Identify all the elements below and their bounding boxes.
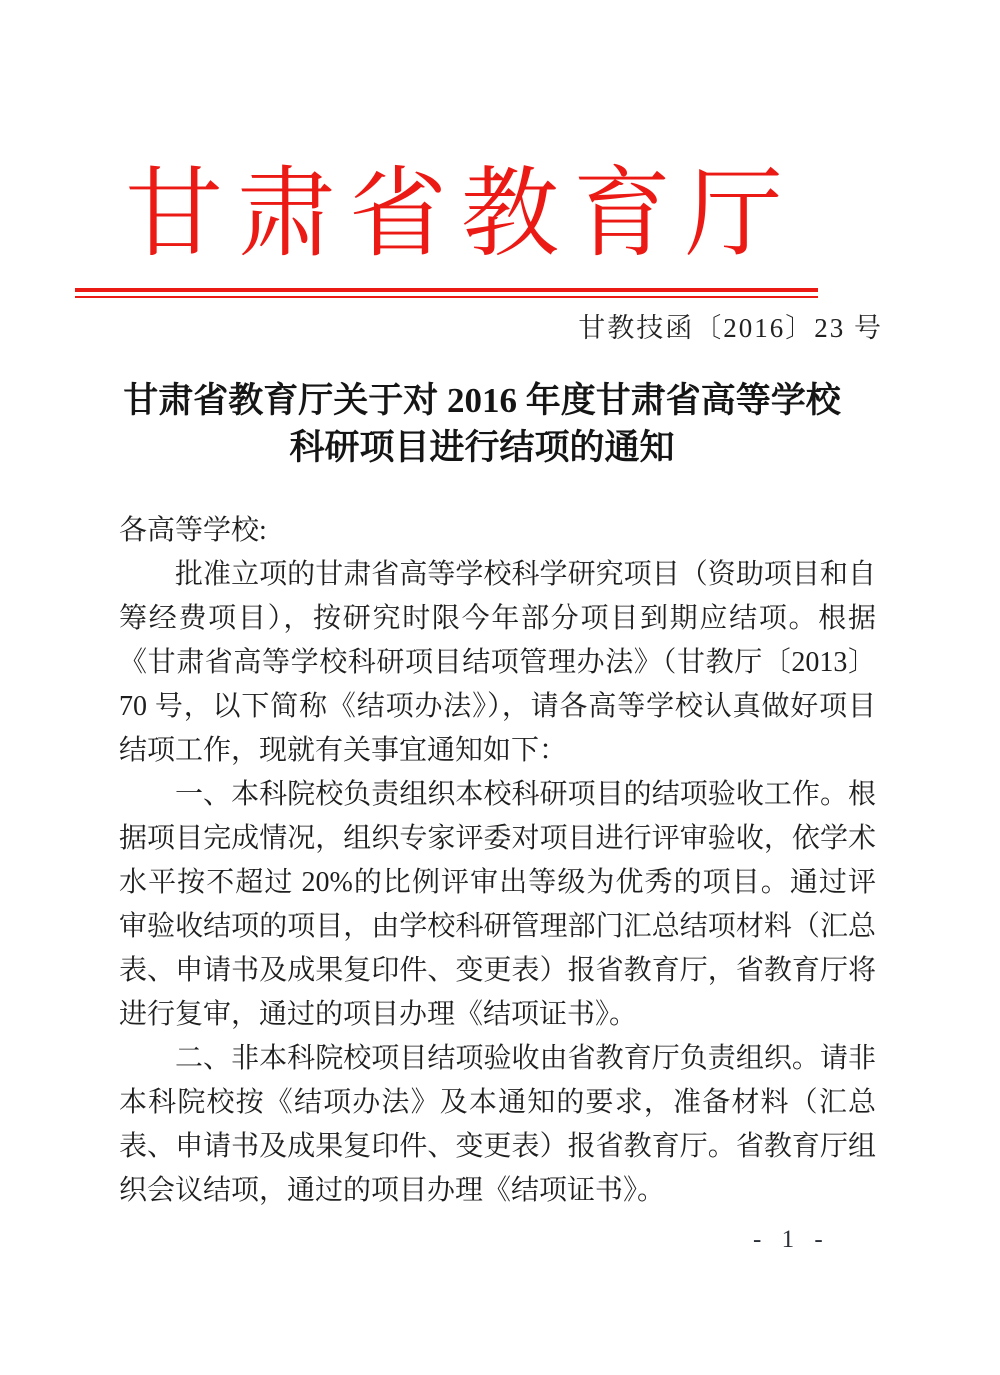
body-paragraph-intro: 批准立项的甘肃省高等学校科学研究项目（资助项目和自筹经费项目），按研究时限今年部分项目到期应结项。根据《甘肃省高等学校科研项目结项管理办法》（甘教厅〔2013〕70 号，以下简称《结项办法》），请各高等学校认真做好项目结项工作，现就有关事宜通知如下： xyxy=(119,559,876,766)
page-number: - 1 - xyxy=(753,1226,830,1253)
document-title-line-2: 科研项目进行结项的通知 xyxy=(289,428,675,467)
body-paragraph-item-2: 二、非本科院校项目结项验收由省教育厅负责组织。请非本科院校按《结项办法》及本通知的要求，准备材料（汇总表、申请书及成果复印件、变更表）报省教育厅。省教育厅组织会议结项，通过的项目办理《结项证书》。 xyxy=(119,1043,876,1206)
agency-letterhead-title: 甘肃省教育厅 xyxy=(124,161,797,269)
document-body xyxy=(119,509,876,1213)
document-title-line-1: 甘肃省教育厅关于对 2016 年度甘肃省高等学校 xyxy=(123,381,841,420)
document-reference-number: 甘教技函〔2016〕23 号 xyxy=(578,313,883,343)
divider-thin-line xyxy=(75,296,818,298)
divider-thick-line xyxy=(75,288,818,292)
letterhead-divider xyxy=(75,288,818,298)
document-title xyxy=(0,377,982,471)
body-paragraph-item-1: 一、本科院校负责组织本校科研项目的结项验收工作。根据项目完成情况，组织专家评委对项目进行评审验收，依学术水平按不超过 20%的比例评审出等级为优秀的项目。通过评审验收结项的项目，由学校科研管理部门汇总结项材料（汇总表、申请书及成果复印件、变更表）报省教育厅，省教育厅将进行复审，通过的项目办理《结项证书》。 xyxy=(119,779,876,1030)
salutation: 各高等学校: xyxy=(119,515,267,546)
